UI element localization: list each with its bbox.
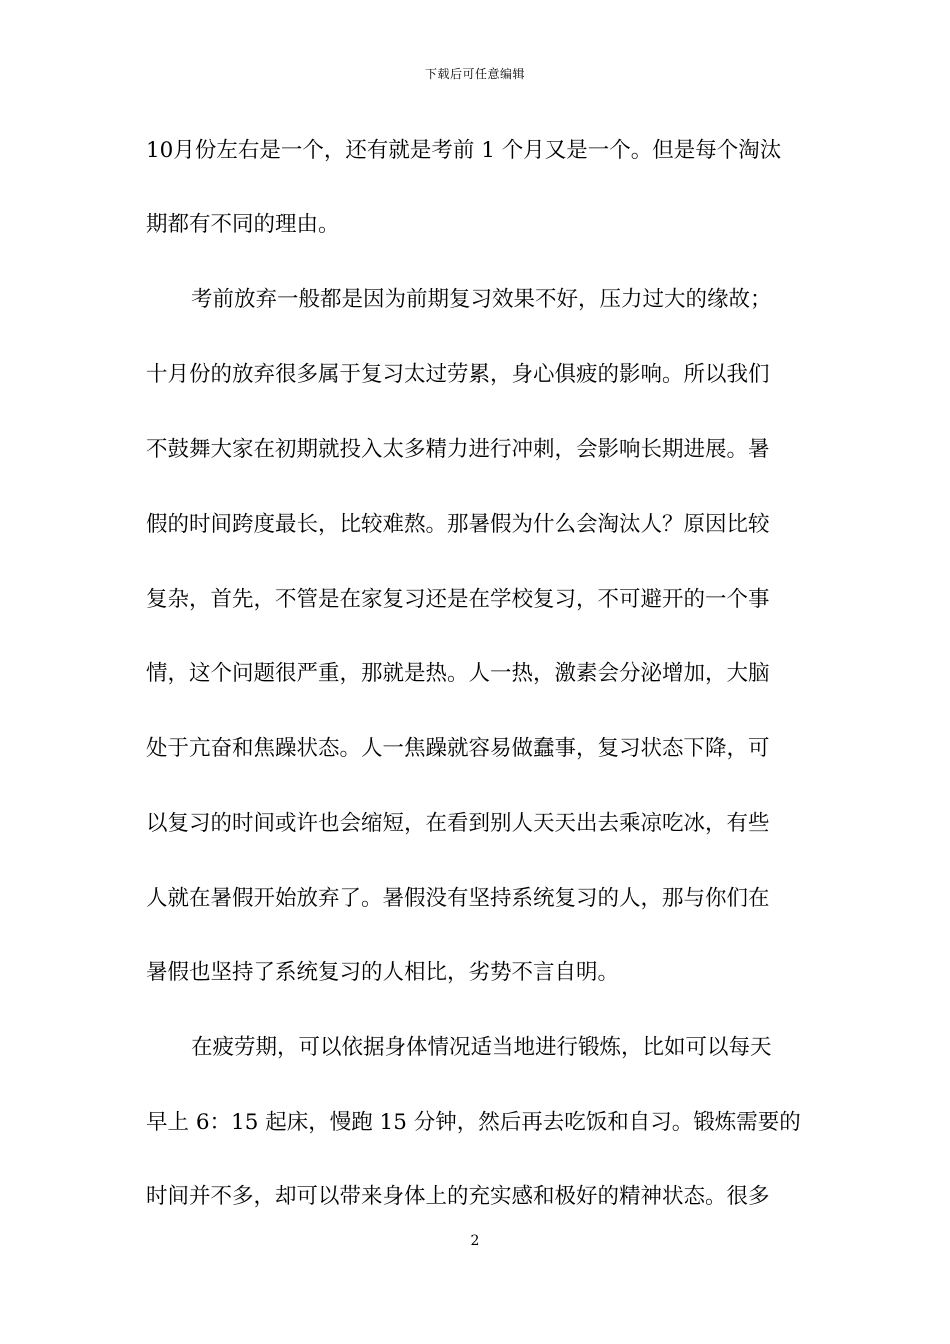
text-line: 早上 6：15 起床，慢跑 15 分钟，然后再去吃饭和自习。锻炼需要的 <box>146 1110 801 1135</box>
text-line: 十月份的放弃很多属于复习太过劳累，身心俱疲的影响。所以我们 <box>146 362 770 387</box>
text-line: 期都有不同的理由。 <box>146 212 340 237</box>
text-line: 人就在暑假开始放弃了。暑假没有坚持系统复习的人，那与你们在 <box>146 886 770 911</box>
page-number: 2 <box>470 1233 480 1249</box>
text-line: 暑假也坚持了系统复习的人相比，劣势不言自明。 <box>146 960 620 985</box>
text-line: 处于亢奋和焦躁状态。人一焦躁就容易做蠢事，复习状态下降，可 <box>146 736 770 761</box>
text-line-paragraph-start: 在疲劳期，可以依据身体情况适当地进行锻炼，比如可以每天 <box>191 1035 772 1060</box>
text-line: 10月份左右是一个，还有就是考前 1 个月又是一个。但是每个淘汰 <box>146 138 782 163</box>
text-line: 时间并不多，却可以带来身体上的充实感和极好的精神状态。很多 <box>146 1184 770 1209</box>
page-header: 下载后可任意编辑 <box>424 67 525 81</box>
text-line-paragraph-start: 考前放弃一般都是因为前期复习效果不好，压力过大的缘故； <box>191 287 772 312</box>
text-line: 不鼓舞大家在初期就投入太多精力进行冲刺，会影响长期进展。暑 <box>146 437 770 462</box>
text-line: 以复习的时间或许也会缩短，在看到别人天天出去乘凉吃冰，有些 <box>146 811 770 836</box>
text-line: 假的时间跨度最长，比较难熬。那暑假为什么会淘汰人？原因比较 <box>146 512 770 537</box>
text-line: 复杂，首先，不管是在家复习还是在学校复习，不可避开的一个事 <box>146 587 770 612</box>
text-line: 情，这个问题很严重，那就是热。人一热，激素会分泌增加，大脑 <box>146 661 770 686</box>
